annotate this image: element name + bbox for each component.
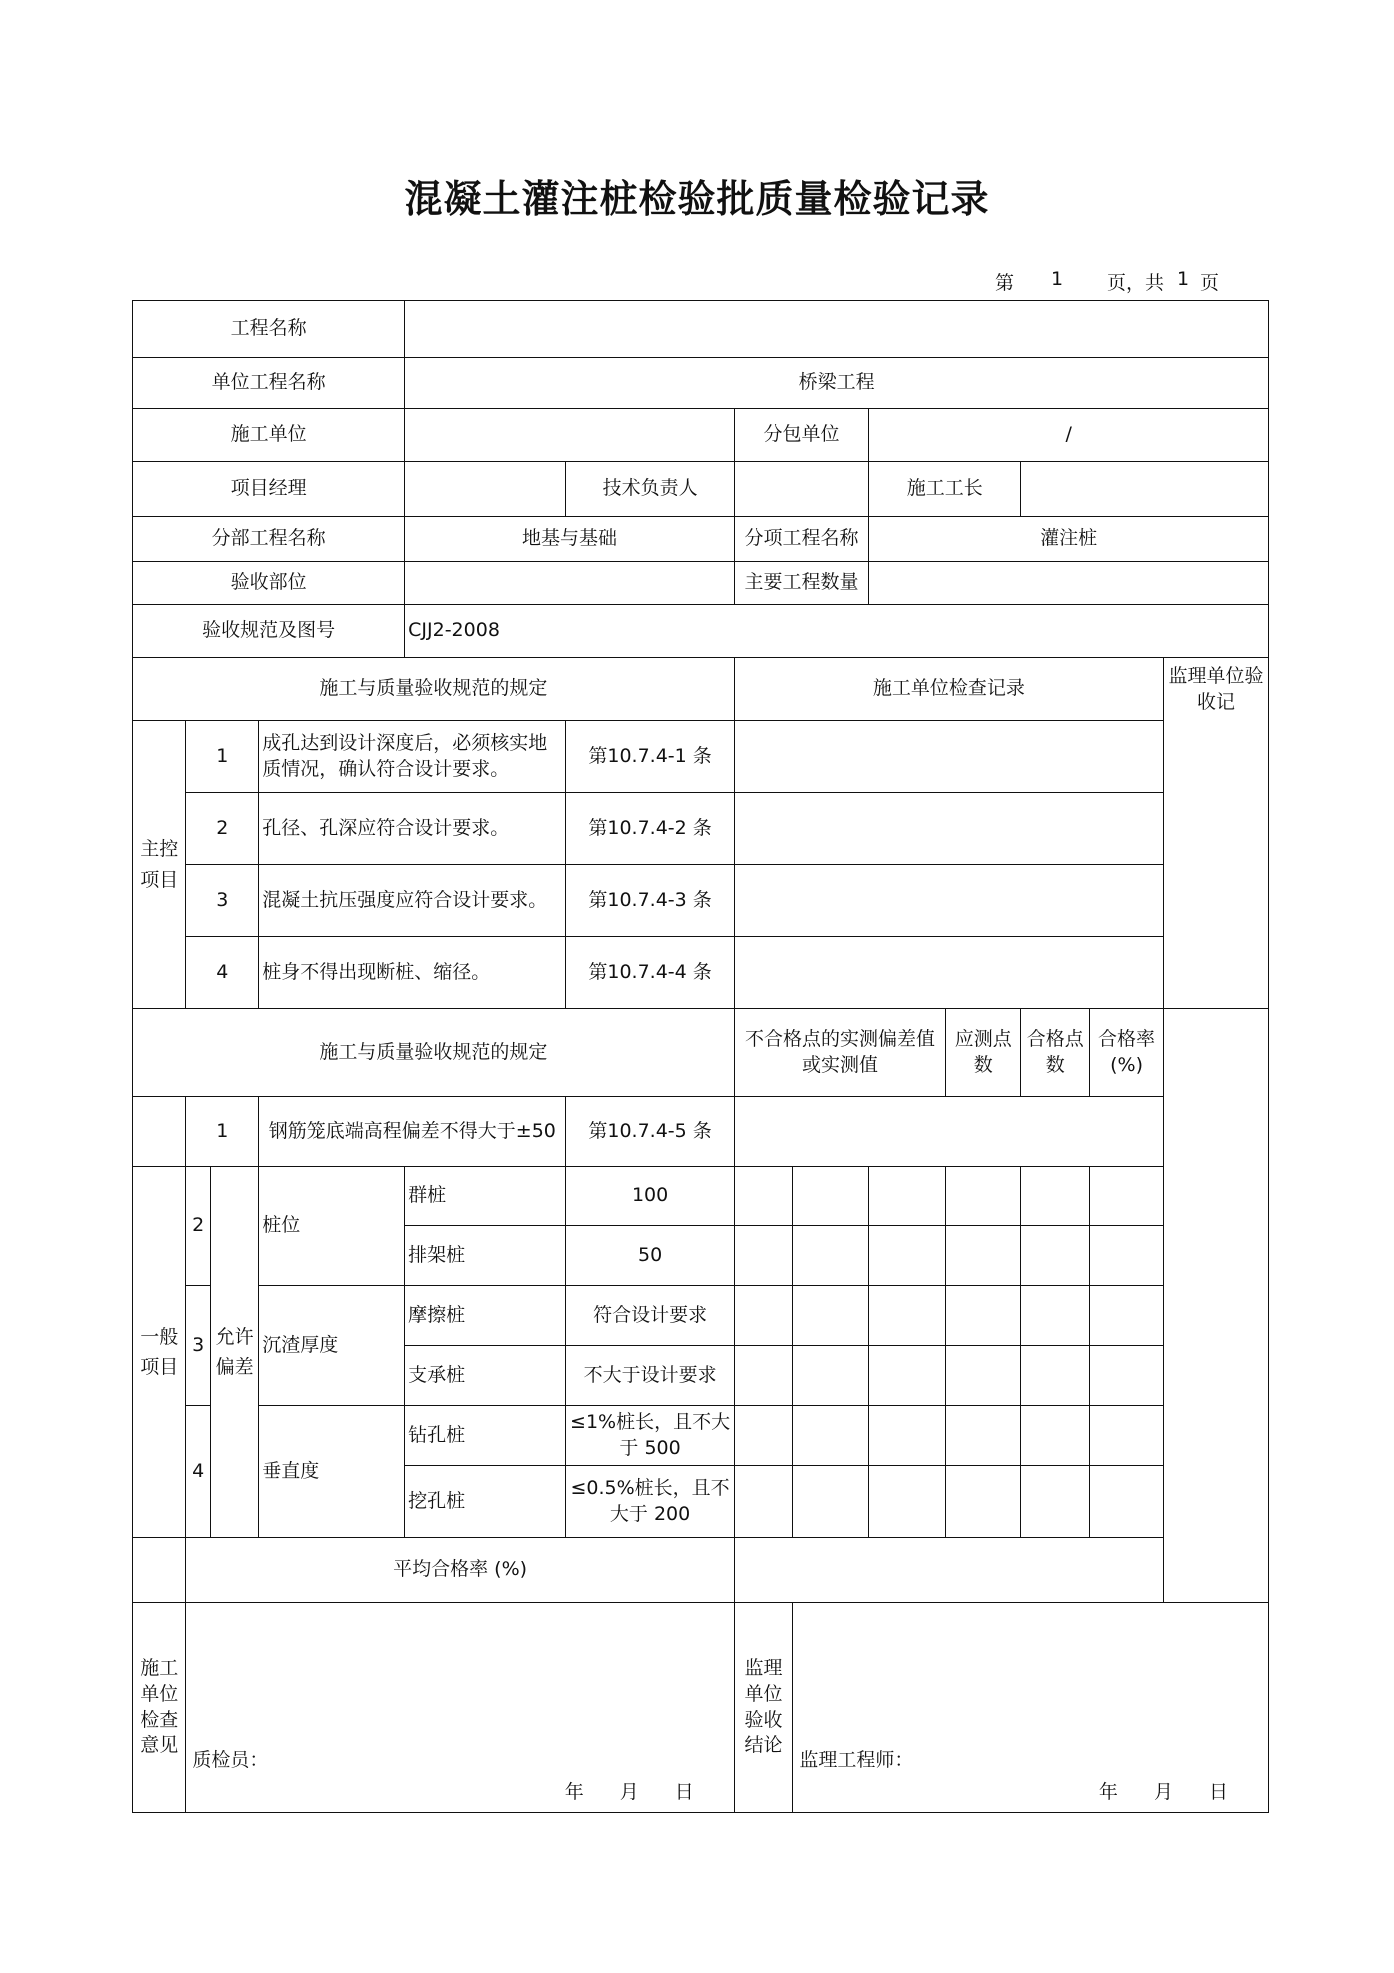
measure-cell[interactable] <box>734 1226 793 1286</box>
pass-points-header: 合格点数 <box>1021 1009 1090 1097</box>
measure-cell[interactable] <box>793 1406 869 1466</box>
allow-value: ≤0.5%桩长，且不大于 200 <box>566 1466 734 1538</box>
measure-cell[interactable] <box>793 1286 869 1346</box>
spec-value[interactable]: CJJ2-2008 <box>405 605 1269 658</box>
page-label-ye: 页 <box>1200 272 1220 294</box>
allow-value: 不大于设计要求 <box>566 1346 734 1406</box>
location-label: 验收部位 <box>133 562 405 605</box>
points-header: 应测点数 <box>946 1009 1021 1097</box>
main-spec-header: 施工与质量验收规范的规定 <box>133 658 735 721</box>
main-item-no: 3 <box>186 865 259 937</box>
main-item-no: 4 <box>186 937 259 1009</box>
measure-cell[interactable] <box>869 1286 946 1346</box>
measured-header: 不合格点的实测偏差值或实测值 <box>734 1009 946 1097</box>
page-label-ye-gong: 页，共 <box>1107 272 1165 294</box>
engineer-label: 监理工程师： <box>799 1749 914 1771</box>
main-item-check[interactable] <box>734 721 1163 793</box>
contractor-value[interactable] <box>405 409 735 462</box>
avg-rate-label: 平均合格率 (%) <box>186 1538 734 1603</box>
contractor-label: 施工单位 <box>133 409 405 462</box>
sub-type: 支承桩 <box>405 1346 566 1406</box>
supervisor-conclusion-cell[interactable] <box>793 1603 1269 1813</box>
division-label: 分部工程名称 <box>133 517 405 562</box>
supervisor-record-cell[interactable] <box>1164 1009 1269 1603</box>
measure-cell[interactable] <box>734 1466 793 1538</box>
allow-value: ≤1%桩长，且不大于 500 <box>566 1406 734 1466</box>
rate-cell[interactable] <box>1090 1167 1164 1226</box>
tech-label: 技术负责人 <box>566 462 734 517</box>
main-check-header: 施工单位检查记录 <box>734 658 1163 721</box>
pass-points-cell[interactable] <box>1021 1226 1090 1286</box>
spec-label: 验收规范及图号 <box>133 605 405 658</box>
points-cell[interactable] <box>946 1346 1021 1406</box>
contractor-date: 年 月 日 <box>564 1781 694 1804</box>
allow-deviation-label: 允许偏差 <box>211 1167 259 1538</box>
foreman-label: 施工工长 <box>869 462 1021 517</box>
measure-cell[interactable] <box>793 1167 869 1226</box>
subcontractor-value[interactable]: / <box>869 409 1269 462</box>
main-item-check[interactable] <box>734 937 1163 1009</box>
unit-project-value[interactable]: 桥梁工程 <box>405 358 1269 409</box>
main-item-clause: 第10.7.4-4 条 <box>566 937 734 1009</box>
points-cell[interactable] <box>946 1406 1021 1466</box>
main-item-clause: 第10.7.4-2 条 <box>566 793 734 865</box>
measure-cell[interactable] <box>869 1346 946 1406</box>
measure-cell[interactable] <box>793 1226 869 1286</box>
general-item-name: 桩位 <box>259 1167 405 1286</box>
main-item-check[interactable] <box>734 865 1163 937</box>
page-title: 混凝土灌注桩检验批质量检验记录 <box>404 177 990 221</box>
subcontractor-label: 分包单位 <box>734 409 869 462</box>
pm-value[interactable] <box>405 462 566 517</box>
quantity-value[interactable] <box>869 562 1269 605</box>
allow-value: 符合设计要求 <box>566 1286 734 1346</box>
general-item-desc: 钢筋笼底端高程偏差不得大于±50 <box>259 1097 566 1167</box>
pass-points-cell[interactable] <box>1021 1346 1090 1406</box>
sub-type: 群桩 <box>405 1167 566 1226</box>
main-item-desc: 成孔达到设计深度后，必须核实地质情况，确认符合设计要求。 <box>259 721 566 793</box>
general-item-name: 垂直度 <box>259 1406 405 1538</box>
measure-cell[interactable] <box>734 1167 793 1226</box>
quantity-label: 主要工程数量 <box>734 562 869 605</box>
page-total: 1 <box>1177 268 1190 290</box>
contractor-opinion-cell[interactable] <box>186 1603 734 1813</box>
main-item-no: 2 <box>186 793 259 865</box>
tech-value[interactable] <box>734 462 869 517</box>
measure-cell[interactable] <box>793 1346 869 1406</box>
general-item-no: 3 <box>186 1286 211 1406</box>
main-item-desc: 桩身不得出现断桩、缩径。 <box>259 937 566 1009</box>
general-item1-blank <box>133 1097 186 1167</box>
measure-cell[interactable] <box>734 1286 793 1346</box>
subitem-value[interactable]: 灌注桩 <box>869 517 1269 562</box>
unit-project-label: 单位工程名称 <box>133 358 405 409</box>
general-item-no: 4 <box>186 1406 211 1538</box>
general-item-clause: 第10.7.4-5 条 <box>566 1097 734 1167</box>
rate-cell[interactable] <box>1090 1346 1164 1406</box>
main-item-desc: 孔径、孔深应符合设计要求。 <box>259 793 566 865</box>
points-cell[interactable] <box>946 1466 1021 1538</box>
avg-rate-value[interactable] <box>734 1538 1163 1603</box>
main-item-desc: 混凝土抗压强度应符合设计要求。 <box>259 865 566 937</box>
measure-cell[interactable] <box>869 1167 946 1226</box>
general-item-no: 1 <box>186 1097 259 1167</box>
foreman-value[interactable] <box>1021 462 1269 517</box>
measure-cell[interactable] <box>793 1466 869 1538</box>
avg-blank <box>133 1538 186 1603</box>
main-item-clause: 第10.7.4-1 条 <box>566 721 734 793</box>
points-cell[interactable] <box>946 1226 1021 1286</box>
general-item-no: 2 <box>186 1167 211 1286</box>
rate-header: 合格率(%) <box>1090 1009 1164 1097</box>
general-spec-header: 施工与质量验收规范的规定 <box>133 1009 735 1097</box>
supervisor-conclusion-label: 监理单位验收结论 <box>734 1603 793 1813</box>
supervisor-date: 年 月 日 <box>1098 1781 1228 1804</box>
rate-cell[interactable] <box>1090 1406 1164 1466</box>
measure-cell[interactable] <box>734 1406 793 1466</box>
measure-cell[interactable] <box>869 1406 946 1466</box>
supervisor-record-header: 监理单位验收记 <box>1164 658 1269 1009</box>
sub-type: 排架桩 <box>405 1226 566 1286</box>
main-item-clause: 第10.7.4-3 条 <box>566 865 734 937</box>
project-name-label: 工程名称 <box>133 301 405 358</box>
inspector-label: 质检员： <box>192 1749 269 1771</box>
rate-cell[interactable] <box>1090 1466 1164 1538</box>
contractor-opinion-label: 施工单位检查意见 <box>133 1603 186 1813</box>
measure-cell[interactable] <box>869 1466 946 1538</box>
sub-type: 摩擦桩 <box>405 1286 566 1346</box>
points-cell[interactable] <box>946 1167 1021 1226</box>
page-current: 1 <box>1051 268 1064 290</box>
project-name-value[interactable] <box>405 301 1269 358</box>
rate-cell[interactable] <box>1090 1286 1164 1346</box>
allow-value: 100 <box>566 1167 734 1226</box>
division-value[interactable]: 地基与基础 <box>405 517 735 562</box>
subitem-label: 分项工程名称 <box>734 517 869 562</box>
main-item-no: 1 <box>186 721 259 793</box>
pass-points-cell[interactable] <box>1021 1286 1090 1346</box>
pass-points-cell[interactable] <box>1021 1406 1090 1466</box>
allow-value: 50 <box>566 1226 734 1286</box>
measure-cell[interactable] <box>734 1346 793 1406</box>
page-label-di: 第 <box>995 272 1015 294</box>
location-value[interactable] <box>405 562 735 605</box>
pass-points-cell[interactable] <box>1021 1167 1090 1226</box>
inspection-record-table <box>132 300 1269 1813</box>
general-group-label: 一般项目 <box>133 1167 186 1538</box>
general-item1-check[interactable] <box>734 1097 1163 1167</box>
pm-label: 项目经理 <box>133 462 405 517</box>
pass-points-cell[interactable] <box>1021 1466 1090 1538</box>
measure-cell[interactable] <box>869 1226 946 1286</box>
sub-type: 钻孔桩 <box>405 1406 566 1466</box>
rate-cell[interactable] <box>1090 1226 1164 1286</box>
points-cell[interactable] <box>946 1286 1021 1346</box>
sub-type: 挖孔桩 <box>405 1466 566 1538</box>
main-control-group-label: 主控项目 <box>133 721 186 1009</box>
general-item-name: 沉渣厚度 <box>259 1286 405 1406</box>
main-item-check[interactable] <box>734 793 1163 865</box>
